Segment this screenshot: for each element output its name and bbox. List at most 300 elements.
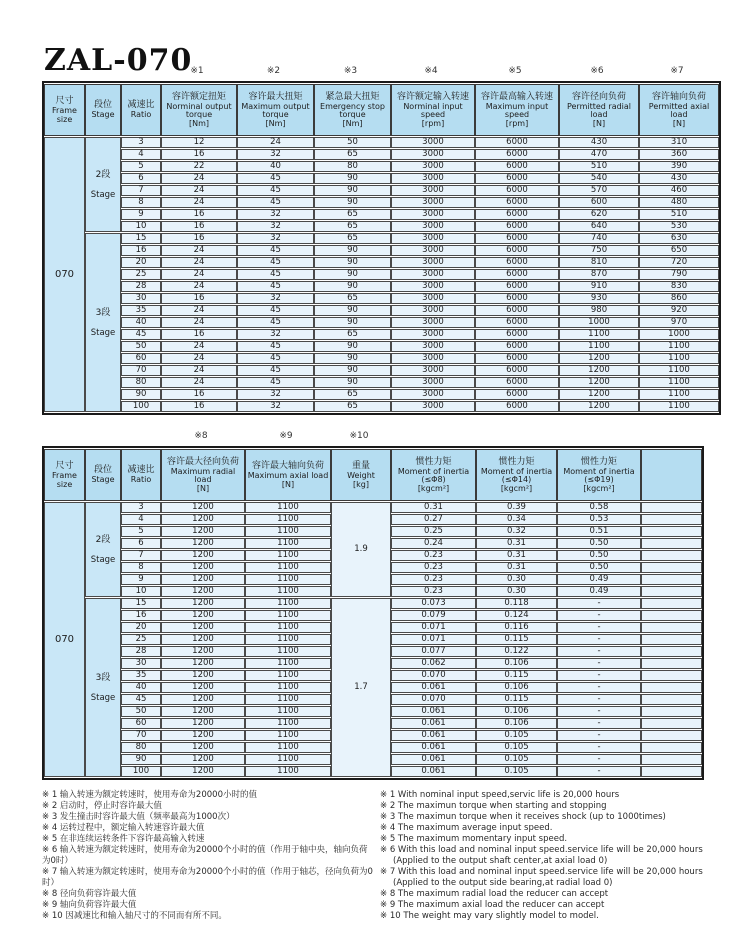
data-cell: 0.115 — [476, 634, 557, 645]
ratio-cell: 50 — [121, 341, 161, 352]
column-header-zh: 紧急最大扭矩 — [325, 91, 380, 102]
column-header-en: Permitted radial load — [566, 101, 632, 120]
ratio-cell: 3 — [121, 502, 161, 513]
footnote-marker — [42, 64, 83, 78]
data-cell: 40 — [237, 161, 314, 172]
data-cell: 24 — [161, 269, 237, 280]
data-cell: 1200 — [161, 502, 245, 513]
data-cell: 45 — [237, 185, 314, 196]
column-header-sub: (≤Φ8) — [421, 475, 446, 485]
data-cell: 3000 — [391, 197, 475, 208]
column-header — [85, 84, 121, 136]
ratio-cell: 8 — [121, 562, 161, 573]
data-cell: 22 — [161, 161, 237, 172]
performance-table-block — [42, 64, 750, 415]
data-cell: 1200 — [161, 742, 245, 753]
data-cell: 6000 — [475, 161, 559, 172]
data-cell: 65 — [314, 401, 391, 412]
data-cell: 0.49 — [557, 586, 641, 597]
data-cell: 3000 — [391, 209, 475, 220]
data-cell: 1100 — [245, 646, 331, 657]
data-cell: 6000 — [475, 233, 559, 244]
empty-cell — [641, 598, 702, 609]
data-cell: 1200 — [161, 718, 245, 729]
data-cell: 6000 — [475, 209, 559, 220]
data-cell: 32 — [237, 329, 314, 340]
ratio-cell: 28 — [121, 646, 161, 657]
data-cell: 6000 — [475, 269, 559, 280]
data-cell: 24 — [161, 317, 237, 328]
data-cell: 0.061 — [391, 718, 476, 729]
ratio-cell: 25 — [121, 269, 161, 280]
table-row — [44, 137, 719, 148]
data-cell: 3000 — [391, 365, 475, 376]
data-cell: 0.073 — [391, 598, 476, 609]
empty-cell — [641, 706, 702, 717]
data-cell: 1200 — [161, 682, 245, 693]
data-cell: 1100 — [639, 401, 719, 412]
data-cell: 90 — [314, 173, 391, 184]
data-cell: 0.30 — [476, 586, 557, 597]
ratio-cell: 7 — [121, 185, 161, 196]
footnote-marker: ※3 — [343, 66, 358, 76]
table-row — [44, 149, 719, 160]
column-header-en: Permitted axial load — [648, 101, 710, 120]
empty-cell — [641, 646, 702, 657]
ratio-cell: 4 — [121, 149, 161, 160]
footnote-line-zh: ※ 10 因减速比和输入轴尺寸的不同而有所不同。 — [42, 911, 227, 921]
data-cell: 0.50 — [557, 538, 641, 549]
frame-size-cell: 070 — [44, 502, 85, 777]
stage-label-zh: 3段 — [95, 672, 111, 683]
table-row — [44, 401, 719, 412]
data-cell: 0.077 — [391, 646, 476, 657]
data-cell: 90 — [314, 377, 391, 388]
footnote-line-zh: ※ 8 径向负荷容许最大值 — [42, 889, 137, 899]
data-cell: - — [557, 718, 641, 729]
column-header-en: Frame size — [52, 106, 77, 124]
data-cell: 1100 — [245, 574, 331, 585]
data-cell: 0.27 — [391, 514, 476, 525]
footnote-line-zh: ※ 4 运转过程中，额定输入转速容许最大值 — [42, 823, 205, 833]
data-cell: 3000 — [391, 353, 475, 364]
data-cell: 0.34 — [476, 514, 557, 525]
data-cell: 0.31 — [476, 562, 557, 573]
footnote-line-en: ※ 2 The maximun torque when starting and stopping — [380, 801, 607, 811]
ratio-cell: 20 — [121, 257, 161, 268]
column-header-unit: [Nm] — [188, 118, 210, 128]
footnote-marker: ※10 — [349, 431, 369, 441]
data-cell: 3000 — [391, 161, 475, 172]
data-cell: 1100 — [639, 365, 719, 376]
data-cell: 45 — [237, 245, 314, 256]
column-header — [314, 84, 391, 136]
footnote-marker — [389, 429, 474, 443]
data-cell: 920 — [639, 305, 719, 316]
column-header-zh: 尺寸 — [55, 96, 74, 106]
data-cell: 640 — [559, 221, 639, 232]
data-cell: - — [557, 682, 641, 693]
data-cell: 90 — [314, 185, 391, 196]
data-cell: 1100 — [245, 670, 331, 681]
data-cell: 90 — [314, 281, 391, 292]
data-cell: 45 — [237, 341, 314, 352]
data-cell: 3000 — [391, 317, 475, 328]
data-cell: 1200 — [161, 670, 245, 681]
table-row — [44, 209, 719, 220]
data-cell: - — [557, 754, 641, 765]
empty-cell — [641, 622, 702, 633]
footnotes-english — [380, 790, 734, 922]
data-cell: 360 — [639, 149, 719, 160]
data-cell: 24 — [161, 197, 237, 208]
data-cell: 0.23 — [391, 586, 476, 597]
column-header-unit: [rpm] — [421, 118, 445, 128]
column-header-zh: 容许最大扭矩 — [248, 91, 303, 102]
column-header-zh: 容许径向负荷 — [571, 91, 626, 102]
weight-cell: 1.9 — [331, 502, 391, 597]
data-cell: 65 — [314, 209, 391, 220]
data-cell: 90 — [314, 305, 391, 316]
data-cell: 3000 — [391, 281, 475, 292]
data-cell: 32 — [237, 233, 314, 244]
data-cell: 1100 — [639, 389, 719, 400]
data-cell: 3000 — [391, 245, 475, 256]
data-cell: 16 — [161, 221, 237, 232]
footnote-marker: ※6 — [590, 66, 604, 76]
table-row — [44, 377, 719, 388]
data-cell: - — [557, 634, 641, 645]
column-header-unit: [Nm] — [265, 118, 286, 128]
data-cell: 24 — [161, 257, 237, 268]
data-cell: 24 — [161, 185, 237, 196]
footnote-marker — [639, 429, 700, 443]
data-cell: 0.30 — [476, 574, 557, 585]
footnote-line-zh: ※ 5 在非连续运转条件下容许最高输入转速 — [42, 834, 205, 844]
data-cell: 1200 — [559, 401, 639, 412]
column-header-zh: 惯性力矩 — [415, 456, 452, 467]
data-cell: 1200 — [161, 658, 245, 669]
stage-label-zh: 3段 — [95, 307, 111, 318]
column-header — [639, 84, 719, 136]
data-cell: 24 — [161, 353, 237, 364]
footnote-line-zh: ※ 7 输入转速为额定转速时，使用寿命为20000个小时的值（作用于轴芯，径向负荷为0时） — [42, 867, 373, 888]
ratio-cell: 15 — [121, 233, 161, 244]
ratio-cell: 28 — [121, 281, 161, 292]
data-cell: 90 — [314, 197, 391, 208]
footnotes-chinese — [42, 790, 380, 922]
ratio-cell: 30 — [121, 293, 161, 304]
data-cell: - — [557, 694, 641, 705]
footnote-marker — [119, 64, 159, 78]
data-cell: 530 — [639, 221, 719, 232]
data-cell: 1200 — [559, 353, 639, 364]
ratio-cell: 6 — [121, 538, 161, 549]
footnote-marker — [474, 429, 555, 443]
data-cell: 24 — [161, 305, 237, 316]
data-cell: - — [557, 598, 641, 609]
data-cell: 3000 — [391, 149, 475, 160]
data-cell: 45 — [237, 257, 314, 268]
table2-marker-row — [42, 429, 700, 443]
column-header-zh: 减速比 — [127, 465, 155, 476]
stage-label-zh: 2段 — [95, 169, 111, 180]
footnote-marker: ※9 — [279, 431, 293, 441]
data-cell: - — [557, 646, 641, 657]
data-cell: 540 — [559, 173, 639, 184]
data-cell: 3000 — [391, 341, 475, 352]
ratio-cell: 35 — [121, 305, 161, 316]
data-cell: 24 — [161, 245, 237, 256]
data-cell: 0.124 — [476, 610, 557, 621]
ratio-cell: 35 — [121, 670, 161, 681]
data-cell: 720 — [639, 257, 719, 268]
data-cell: 910 — [559, 281, 639, 292]
data-cell: 16 — [161, 293, 237, 304]
column-header-en: Frame size — [52, 471, 77, 489]
data-cell: 24 — [161, 173, 237, 184]
data-cell: 0.061 — [391, 682, 476, 693]
data-cell: 32 — [237, 209, 314, 220]
ratio-cell: 40 — [121, 682, 161, 693]
data-cell: 1100 — [245, 754, 331, 765]
data-cell: 1200 — [161, 526, 245, 537]
data-cell: 45 — [237, 281, 314, 292]
data-cell: 6000 — [475, 401, 559, 412]
data-cell: 1100 — [245, 706, 331, 717]
data-cell: 3000 — [391, 293, 475, 304]
column-header-en: Norminal input speed — [403, 101, 463, 120]
table-row — [44, 197, 719, 208]
footnote-line-zh: ※ 2 启动时，停止时容许最大值 — [42, 801, 162, 811]
empty-cell — [641, 586, 702, 597]
footnote-marker: ※8 — [194, 431, 208, 441]
data-cell: 1100 — [245, 718, 331, 729]
ratio-cell: 20 — [121, 622, 161, 633]
column-header-zh: 容许最高输入转速 — [480, 91, 553, 102]
data-cell: 0.071 — [391, 622, 476, 633]
ratio-cell: 5 — [121, 526, 161, 537]
weight-cell: 1.7 — [331, 598, 391, 777]
stage-label-en: Stage — [90, 554, 116, 565]
empty-cell — [641, 658, 702, 669]
ratio-cell: 3 — [121, 137, 161, 148]
column-header-en: Moment of inertia — [480, 466, 553, 476]
data-cell: 510 — [559, 161, 639, 172]
ratio-cell: 45 — [121, 694, 161, 705]
data-cell: 6000 — [475, 245, 559, 256]
data-cell: 6000 — [475, 389, 559, 400]
data-cell: 0.31 — [476, 538, 557, 549]
column-header-zh: 惯性力矩 — [498, 456, 535, 467]
data-cell: 0.062 — [391, 658, 476, 669]
empty-cell — [641, 502, 702, 513]
data-cell: - — [557, 742, 641, 753]
column-header-en: Maximum input speed — [485, 101, 549, 120]
footnote-line-en: ※ 4 The maximum average input speed. — [380, 823, 553, 833]
data-cell: 1200 — [161, 562, 245, 573]
column-header-unit: [N] — [672, 118, 686, 128]
data-cell: 1100 — [559, 341, 639, 352]
column-header-zh: 段位 — [93, 465, 112, 476]
empty-cell — [641, 742, 702, 753]
ratio-cell: 90 — [121, 754, 161, 765]
data-cell: 0.31 — [476, 550, 557, 561]
ratio-cell: 40 — [121, 317, 161, 328]
column-header-unit: [Nm] — [342, 118, 363, 128]
data-cell: 1100 — [639, 377, 719, 388]
data-cell: 0.50 — [557, 550, 641, 561]
data-cell: 980 — [559, 305, 639, 316]
empty-cell — [641, 526, 702, 537]
data-cell: 6000 — [475, 317, 559, 328]
table-row — [44, 245, 719, 256]
footnote-line-zh: ※ 3 发生撞击时容许最大值（频率最高为1000次） — [42, 812, 235, 822]
data-cell: 1100 — [245, 502, 331, 513]
ratio-cell: 90 — [121, 389, 161, 400]
data-cell: 1100 — [639, 353, 719, 364]
data-cell: 0.23 — [391, 574, 476, 585]
table1-marker-row — [42, 64, 717, 78]
data-cell: 1100 — [245, 562, 331, 573]
data-cell: 6000 — [475, 281, 559, 292]
data-cell: 80 — [314, 161, 391, 172]
data-cell: 810 — [559, 257, 639, 268]
data-cell: 510 — [639, 209, 719, 220]
data-cell: 0.32 — [476, 526, 557, 537]
data-cell: 90 — [314, 341, 391, 352]
data-cell: 6000 — [475, 137, 559, 148]
data-cell: 1000 — [559, 317, 639, 328]
load-weight-table-block — [42, 429, 750, 780]
empty-cell — [641, 634, 702, 645]
column-header-en: Emergency stop torque — [320, 101, 385, 120]
empty-cell — [641, 550, 702, 561]
data-cell: 3000 — [391, 389, 475, 400]
data-cell: 50 — [314, 137, 391, 148]
data-cell: 1200 — [161, 610, 245, 621]
data-cell: 0.106 — [476, 706, 557, 717]
data-cell: 1100 — [639, 341, 719, 352]
data-cell: 90 — [314, 353, 391, 364]
data-cell: 45 — [237, 173, 314, 184]
ratio-cell: 10 — [121, 586, 161, 597]
data-cell: 1100 — [245, 694, 331, 705]
footnote-marker: ※5 — [508, 66, 522, 76]
data-cell: 3000 — [391, 173, 475, 184]
column-header — [391, 449, 476, 501]
column-header — [245, 449, 331, 501]
column-header-unit: [N] — [196, 483, 210, 493]
table-row — [44, 281, 719, 292]
footnote-line-zh: ※ 1 输入转速为额定转速时，使用寿命为20000小时的值 — [42, 790, 257, 800]
data-cell: 310 — [639, 137, 719, 148]
column-header-zh: 容许最大轴向负荷 — [251, 461, 324, 471]
data-cell: 1200 — [161, 634, 245, 645]
column-header-en: Ratio — [130, 110, 152, 120]
column-header — [475, 84, 559, 136]
data-cell: 24 — [161, 281, 237, 292]
data-cell: 1200 — [559, 377, 639, 388]
data-cell: 90 — [314, 317, 391, 328]
data-cell: 1000 — [639, 329, 719, 340]
data-cell: 430 — [639, 173, 719, 184]
stage-cell — [85, 502, 121, 597]
data-cell: 1200 — [161, 574, 245, 585]
column-header-en: Stage — [91, 475, 115, 485]
footnote-marker — [119, 429, 159, 443]
empty-cell — [641, 718, 702, 729]
footnote-marker: ※4 — [424, 66, 438, 76]
footnote-line-en: ※ 1 With nominal input speed,servic life is 20,000 hours — [380, 790, 620, 800]
column-header — [161, 84, 237, 136]
data-cell: 860 — [639, 293, 719, 304]
column-header-zh: 容许最大径向负荷 — [166, 456, 239, 467]
data-cell: 6000 — [475, 293, 559, 304]
ratio-cell: 60 — [121, 718, 161, 729]
data-cell: 0.061 — [391, 766, 476, 777]
data-cell: 65 — [314, 149, 391, 160]
data-cell: 16 — [161, 149, 237, 160]
table-row — [44, 389, 719, 400]
data-cell: 1100 — [245, 730, 331, 741]
data-cell: 6000 — [475, 377, 559, 388]
ratio-cell: 6 — [121, 173, 161, 184]
data-cell: 24 — [161, 365, 237, 376]
data-cell: 1200 — [161, 550, 245, 561]
data-cell: 430 — [559, 137, 639, 148]
footnote-marker — [83, 429, 119, 443]
footnote-line-zh: ※ 6 输入转速为额定转速时，使用寿命为20000个小时的值（作用于轴中央，轴向负荷为0时） — [42, 845, 368, 866]
data-cell: 24 — [237, 137, 314, 148]
data-cell: 0.53 — [557, 514, 641, 525]
data-cell: 3000 — [391, 137, 475, 148]
data-cell: - — [557, 670, 641, 681]
data-cell: 0.115 — [476, 694, 557, 705]
column-header-zh: 容许额定输入转速 — [396, 91, 469, 102]
data-cell: 6000 — [475, 221, 559, 232]
data-cell: 24 — [161, 341, 237, 352]
data-cell: 620 — [559, 209, 639, 220]
data-cell: 0.070 — [391, 670, 476, 681]
table-row — [44, 257, 719, 268]
data-cell: 390 — [639, 161, 719, 172]
data-cell: 1100 — [245, 634, 331, 645]
column-header-unit: [kgcm²] — [583, 483, 615, 493]
ratio-cell: 10 — [121, 221, 161, 232]
data-cell: 45 — [237, 353, 314, 364]
data-cell: 0.070 — [391, 694, 476, 705]
data-cell: 0.118 — [476, 598, 557, 609]
data-cell: 1200 — [161, 538, 245, 549]
data-cell: 65 — [314, 293, 391, 304]
data-cell: 1100 — [245, 586, 331, 597]
data-cell: 1100 — [245, 514, 331, 525]
data-cell: 0.116 — [476, 622, 557, 633]
data-cell: 6000 — [475, 149, 559, 160]
footnote-line-en: ※ 7 With this load and nominal input speed.service life will be 20,000 hours (Applied to the output side bearing,at radial load 0) — [380, 867, 703, 888]
data-cell: 65 — [314, 329, 391, 340]
data-cell: 630 — [639, 233, 719, 244]
data-cell: 930 — [559, 293, 639, 304]
column-header-en: Maximum output torque — [241, 101, 310, 120]
stage-cell — [85, 233, 121, 412]
data-cell: 1100 — [245, 658, 331, 669]
data-cell: 1200 — [161, 586, 245, 597]
data-cell: 90 — [314, 269, 391, 280]
table-row — [44, 293, 719, 304]
table-row — [44, 365, 719, 376]
